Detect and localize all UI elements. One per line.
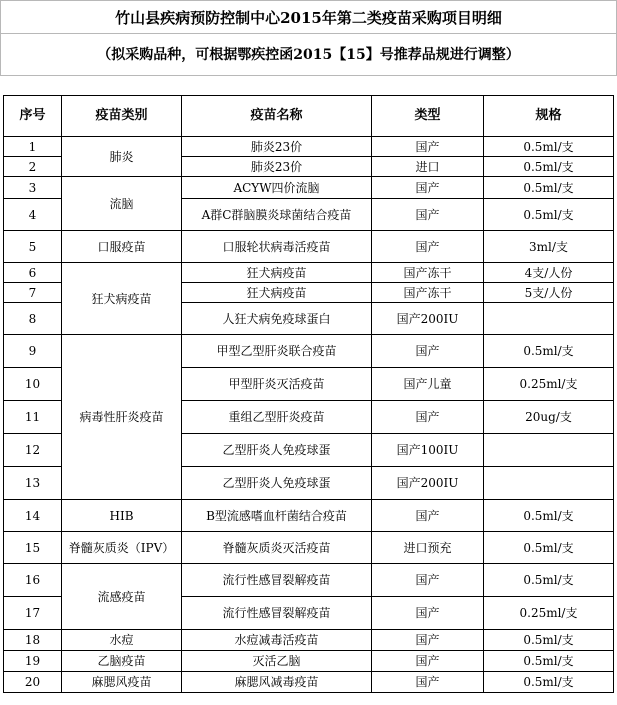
vaccine-spec: 0.25ml/支 — [484, 597, 614, 630]
vaccine-type: 国产冻干 — [372, 263, 484, 283]
vaccine-spec: 0.25ml/支 — [484, 368, 614, 401]
row-no: 13 — [4, 467, 62, 500]
table-row — [4, 672, 614, 693]
vaccine-spec: 3ml/支 — [484, 231, 614, 263]
vaccine-spec — [484, 303, 614, 335]
row-no: 1 — [4, 137, 62, 157]
row-no: 12 — [4, 434, 62, 467]
vaccine-type: 国产200IU — [372, 467, 484, 500]
vaccine-spec: 0.5ml/支 — [484, 651, 614, 672]
document-title: 竹山县疾病预防控制中心2015年第二类疫苗采购项目明细 — [0, 0, 617, 34]
row-no: 5 — [4, 231, 62, 263]
vaccine-name: 甲型乙型肝炎联合疫苗 — [182, 335, 372, 368]
vaccine-type: 国产 — [372, 335, 484, 368]
vaccine-type: 国产儿童 — [372, 368, 484, 401]
vaccine-name: 乙型肝炎人免疫球蛋 — [182, 434, 372, 467]
vaccine-spec: 0.5ml/支 — [484, 564, 614, 597]
vaccine-name: B型流感嗜血杆菌结合疫苗 — [182, 500, 372, 532]
vaccine-spec: 4支/人份 — [484, 263, 614, 283]
vaccine-type: 国产 — [372, 672, 484, 693]
col-header-type: 类型 — [372, 96, 484, 137]
vaccine-type: 国产 — [372, 177, 484, 199]
vaccine-spec: 20ug/支 — [484, 401, 614, 434]
table-row — [4, 532, 614, 564]
vaccine-type: 进口预充 — [372, 532, 484, 564]
vaccine-name: 脊髓灰质炎灭活疫苗 — [182, 532, 372, 564]
row-no: 8 — [4, 303, 62, 335]
title-area — [0, 0, 617, 80]
document-subtitle: （拟采购品种，可根据鄂疾控函2015【15】号推荐品规进行调整） — [0, 33, 617, 76]
table-row — [4, 630, 614, 651]
table-row — [4, 564, 614, 597]
vaccine-name: 流行性感冒裂解疫苗 — [182, 564, 372, 597]
vaccine-type: 国产 — [372, 500, 484, 532]
vaccine-spec: 0.5ml/支 — [484, 157, 614, 177]
vaccine-spec: 0.5ml/支 — [484, 532, 614, 564]
vaccine-type: 国产 — [372, 651, 484, 672]
vaccine-name: 口服轮状病毒活疫苗 — [182, 231, 372, 263]
vaccine-spec: 5支/人份 — [484, 283, 614, 303]
vaccine-name: 狂犬病疫苗 — [182, 283, 372, 303]
row-no: 18 — [4, 630, 62, 651]
vaccine-type: 进口 — [372, 157, 484, 177]
vaccine-spec: 0.5ml/支 — [484, 335, 614, 368]
vaccine-type: 国产 — [372, 630, 484, 651]
table-row — [4, 500, 614, 532]
row-no: 14 — [4, 500, 62, 532]
row-no: 17 — [4, 597, 62, 630]
vaccine-name: 肺炎23价 — [182, 157, 372, 177]
category-cell: 口服疫苗 — [62, 231, 182, 263]
vaccine-type: 国产200IU — [372, 303, 484, 335]
vaccine-spec: 0.5ml/支 — [484, 630, 614, 651]
table-row — [4, 651, 614, 672]
table-row — [4, 231, 614, 263]
row-no: 16 — [4, 564, 62, 597]
row-no: 9 — [4, 335, 62, 368]
vaccine-type: 国产冻干 — [372, 283, 484, 303]
vaccine-name: 灭活乙脑 — [182, 651, 372, 672]
row-no: 7 — [4, 283, 62, 303]
row-no: 11 — [4, 401, 62, 434]
vaccine-type: 国产 — [372, 137, 484, 157]
table-row — [4, 137, 614, 157]
vaccine-name: 重组乙型肝炎疫苗 — [182, 401, 372, 434]
vaccine-table — [3, 95, 614, 693]
vaccine-name: ACYW四价流脑 — [182, 177, 372, 199]
vaccine-name: 流行性感冒裂解疫苗 — [182, 597, 372, 630]
row-no: 3 — [4, 177, 62, 199]
vaccine-spec: 0.5ml/支 — [484, 672, 614, 693]
category-cell: 脊髓灰质炎（IPV） — [62, 532, 182, 564]
col-header-name: 疫苗名称 — [182, 96, 372, 137]
vaccine-spec: 0.5ml/支 — [484, 199, 614, 231]
vaccine-type: 国产 — [372, 564, 484, 597]
row-no: 10 — [4, 368, 62, 401]
vaccine-name: 水痘减毒活疫苗 — [182, 630, 372, 651]
col-header-category: 疫苗类别 — [62, 96, 182, 137]
vaccine-spec: 0.5ml/支 — [484, 137, 614, 157]
vaccine-spec: 0.5ml/支 — [484, 177, 614, 199]
category-cell: 流脑 — [62, 177, 182, 231]
category-cell: 病毒性肝炎疫苗 — [62, 335, 182, 500]
vaccine-name: 肺炎23价 — [182, 137, 372, 157]
vaccine-type: 国产 — [372, 231, 484, 263]
category-cell: 水痘 — [62, 630, 182, 651]
category-cell: 麻腮风疫苗 — [62, 672, 182, 693]
vaccine-spec — [484, 434, 614, 467]
vaccine-type: 国产 — [372, 597, 484, 630]
col-header-no: 序号 — [4, 96, 62, 137]
category-cell: 肺炎 — [62, 137, 182, 177]
category-cell: 乙脑疫苗 — [62, 651, 182, 672]
col-header-spec: 规格 — [484, 96, 614, 137]
row-no: 20 — [4, 672, 62, 693]
table-row — [4, 335, 614, 368]
row-no: 6 — [4, 263, 62, 283]
vaccine-name: 甲型肝炎灭活疫苗 — [182, 368, 372, 401]
vaccine-type: 国产 — [372, 199, 484, 231]
table-row — [4, 177, 614, 199]
vaccine-name: A群C群脑膜炎球菌结合疫苗 — [182, 199, 372, 231]
category-cell: 狂犬病疫苗 — [62, 263, 182, 335]
vaccine-name: 麻腮风减毒疫苗 — [182, 672, 372, 693]
vaccine-spec — [484, 467, 614, 500]
row-no: 15 — [4, 532, 62, 564]
vaccine-type: 国产100IU — [372, 434, 484, 467]
vaccine-spec: 0.5ml/支 — [484, 500, 614, 532]
vaccine-name: 乙型肝炎人免疫球蛋 — [182, 467, 372, 500]
row-no: 4 — [4, 199, 62, 231]
category-cell: HIB — [62, 500, 182, 532]
vaccine-name: 人狂犬病免疫球蛋白 — [182, 303, 372, 335]
vaccine-type: 国产 — [372, 401, 484, 434]
table-row — [4, 263, 614, 283]
row-no: 19 — [4, 651, 62, 672]
row-no: 2 — [4, 157, 62, 177]
vaccine-name: 狂犬病疫苗 — [182, 263, 372, 283]
category-cell: 流感疫苗 — [62, 564, 182, 630]
table-header-row — [4, 96, 614, 137]
